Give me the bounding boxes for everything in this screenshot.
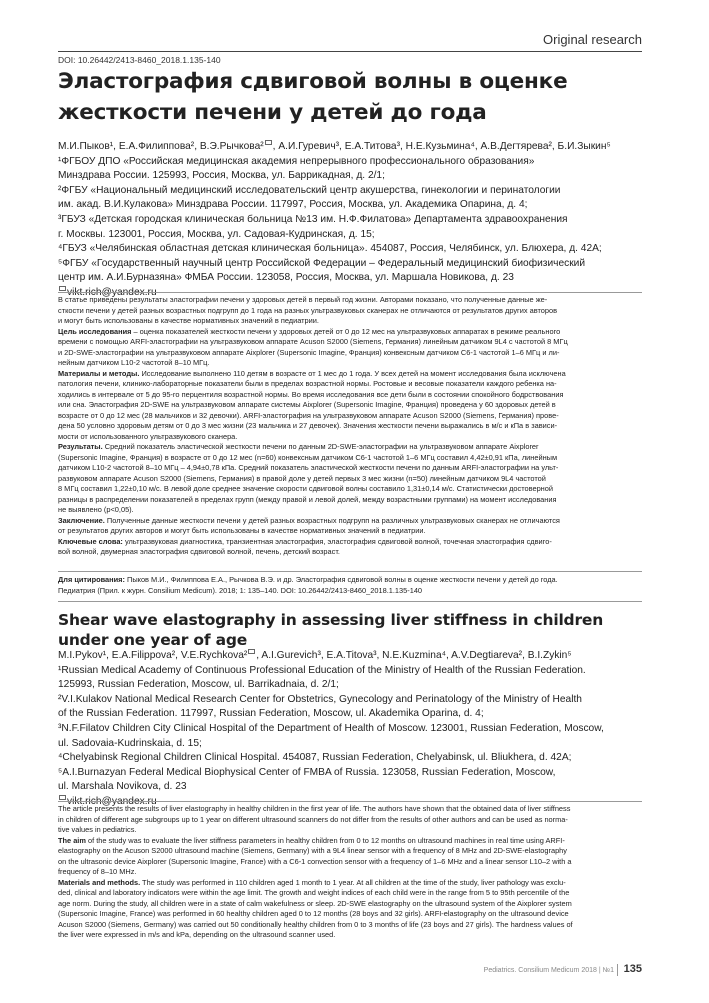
affiliation-line: 125993, Russian Federation, Moscow, ul. Barrikadnaia, d. 2/1;: [58, 679, 339, 691]
aim-label: Цель исследования: [58, 326, 132, 336]
abstract-line: патология печени, клинико-лабораторные показатели были в пределах возрастной нормы. Ростовые и весовые показатели каждого ребенка на-: [58, 379, 557, 388]
affiliation-line: г. Москвы. 123001, Россия, Москва, ул. Садовая-Кудринская, д. 15;: [58, 228, 375, 240]
abstract-line: мости от использованного ультразвукового сканера.: [58, 431, 238, 441]
abstract-line: Acuson S2000 (Siemens, Germany) was carried out 50 conditionally healthy children from 0 to 3 months of life (23 boys and 27 girls). The hardness values of: [58, 919, 573, 929]
footer-separator: [617, 964, 618, 976]
footer-journal: Pediatrics. Consilium Medicum 2018 | №1: [483, 967, 614, 974]
citation-line: Пыков М.И., Филиппова Е.А., Рычкова В.Э. и др. Эластография сдвиговой волны в оценке жесткости печени у детей до года.: [124, 575, 558, 584]
abstract-ru: [58, 295, 642, 558]
citation: [58, 575, 642, 596]
conclusion-paragraph: [58, 516, 642, 527]
abstract-line: разницы в распределении показателей в пределах групп (между правой и левой долей, между возрастными группами) на момент исследования: [58, 494, 557, 504]
envelope-icon: [248, 649, 255, 654]
affiliation-line: ul. Marshala Novikova, d. 23: [58, 781, 187, 793]
abstract-line: В статье приведены результаты эластографии печени у здоровых детей в первый год жизни. Авторами показано, что полученные данные же-: [58, 295, 548, 304]
doi: DOI: 10.26442/2413-8460_2018.1.135-140: [58, 55, 221, 65]
divider: [58, 292, 642, 293]
title-en-line: Shear wave elastography in assessing liver stiffness in children: [58, 611, 604, 629]
affiliation-line: ³ГБУЗ «Детская городская клиническая больница №13 им. Н.Ф.Филатова» Департамента здравоохранения: [58, 213, 568, 225]
affiliation-line: им. акад. В.И.Кулакова» Минздрава России. 117997, Россия, Москва, ул. Академика Опарина, д. 4;: [58, 199, 528, 211]
keywords-label: Ключевые слова:: [58, 536, 123, 546]
abstract-line: ded, clinical and laboratory indicators were within the age limit. The growth and weight indices of each child were in the range from 5 to 95th percentile of the: [58, 888, 570, 897]
abstract-line: дена 50 условно здоровым детям от 0 до 3 мес жизни (23 мальчика и 27 девочек). Значения жесткости печени выражались в м/с и кПа в зависи-: [58, 421, 558, 430]
abstract-line: frequency of 8–10 MHz.: [58, 867, 137, 876]
authors-ru-part1: М.И.Пыков¹, Е.А.Филиппова², В.Э.Рычкова²: [58, 141, 264, 152]
section-label: Original research: [543, 32, 642, 47]
author-list-ru: [58, 140, 658, 155]
title-en-line: under one year of age: [58, 631, 248, 649]
abstract-line: – оценка показателей жесткости печени у здоровых детей от 0 до 12 мес на ультразвуковых аппаратах в режиме реального: [131, 326, 561, 336]
affiliation-line: ⁴Chelyabinsk Regional Children Clinical Hospital. 454087, Russian Federation, Chelyabinsk, ul. Bliukhera, d. 42A;: [58, 752, 572, 764]
citation-label: Для цитирования:: [58, 575, 125, 584]
abstract-line: вой волной, двумерная эластография сдвиговой волной, печень, детский возраст.: [58, 547, 340, 556]
affiliation-line: of the Russian Federation. 117997, Russian Federation, Moscow, ul. Akademika Oparina, d. 4;: [58, 708, 484, 720]
email-link[interactable]: vikt.rich@yandex.ru: [67, 286, 157, 298]
affiliation-line: ²ФГБУ «Национальный медицинский исследовательский центр акушерства, гинекологии и перинатологии: [58, 184, 561, 196]
affiliation-line: ¹ФГБОУ ДПО «Российская медицинская академия непрерывного профессионального образования»: [58, 155, 535, 167]
abstract-line: age norm. During the study, all children were in a state of calm wakefulness or sleep. 2D-SWE elastography on the ultrasound system of the Aixplorer system: [58, 898, 572, 908]
results-label: Результаты.: [58, 442, 103, 451]
abstract-line: Средний показатель эластической жесткости печени по данным 2D-SWE-эластографии на ультразвуковом аппарате Aixplorer: [102, 442, 539, 451]
abstract-line: и 2D-SWE-эластографии на ультразвуковом аппарате Aixplorer (Supersonic Imagine, Франция) конвексным датчиком С6-1 частотой 1–6 МГц и ли-: [58, 347, 560, 357]
abstract-line: датчиком L10-2 частотой 8–10 МГц – 4,94±0,78 кПа. Средний показатель эластической жесткости печени по данным ARFI-эластографии на ульт-: [58, 463, 559, 472]
affiliation-line: ⁵ФГБУ «Государственный научный центр Российской Федерации – Федеральный медицинский биофизический: [58, 257, 586, 269]
abstract-line: нейным датчиком L10-2 частотой 8–10 МГц.: [58, 358, 210, 367]
abstract-line: и могут быть использованы в качестве нормативных значений в педиатрии.: [58, 316, 319, 325]
methods-paragraph: [58, 878, 642, 889]
abstract-line: in children of different age subgroups up to 1 year on different ultrasound scanners do not differ from the results of other authors and can be used as norma-: [58, 814, 568, 824]
abstract-line: сткости печени у детей разных возрастных подгрупп до 1 года на разных ультразвуковых сканерах не отличаются от результатов других авторов: [58, 305, 558, 315]
divider: [58, 571, 642, 572]
author-list-en: [58, 649, 658, 664]
abstract-line: или сна. Эластография 2D-SWE на ультразвуковом аппарате системы Aixplorer (Supersonic Imagine, Франция) проведена у 60 здоровых детей в: [58, 400, 556, 409]
abstract-line: развуковом аппарате Acuson S2000 (Siemens, Германия) в правой доле у детей первых 3 мес жизни (n=50) линейным датчиком 9L4 частотой: [58, 473, 546, 483]
title-en: [58, 610, 648, 650]
aim-paragraph: [58, 836, 642, 847]
affiliation-line: ⁵A.I.Burnazyan Federal Medical Biophysical Center of FMBA of Russia. 123058, Russian Federation, Moscow,: [58, 766, 556, 778]
divider: [58, 601, 642, 602]
abstract-line: the liver were expressed in m/s and kPa, depending on the ultrasound scanner used.: [58, 930, 336, 939]
abstract-line: tive values in pediatrics.: [58, 825, 137, 834]
affiliation-line: ul. Sadovaia-Kudrinskaia, d. 15;: [58, 737, 202, 749]
abstract-line: Исследование выполнено 110 детям в возрасте от 1 мес до 1 года. У всех детей на момент исследования была исключена: [139, 368, 566, 378]
aim-label: The aim: [58, 835, 86, 845]
abstract-line: времени с помощью ARFI-эластографии на ультразвуковом аппарате Acuson S2000 (Siemens, Германия) линейным датчиком 9L4 с частотой 8 МГц: [58, 337, 568, 346]
divider: [58, 801, 642, 802]
authors-ru: [58, 140, 658, 301]
conclusion-label: Заключение.: [58, 515, 105, 525]
results-paragraph: [58, 442, 642, 453]
title-ru-line: жесткости печени у детей до года: [58, 100, 487, 125]
abstract-line: (Supersonic Imagine, Франция) в возрасте от 0 до 12 мес (n=60) конвексным датчиком С6-1 частотой 1–6 МГц составил 4,42±0,91 кПа, линейным: [58, 452, 558, 462]
authors-en-part1: M.I.Pykov¹, E.A.Filippova², V.E.Rychkova²: [58, 650, 248, 661]
citation-paragraph: [58, 575, 642, 586]
title-ru: [58, 66, 648, 128]
affiliation-line: ¹Russian Medical Academy of Continuous Professional Education of the Ministry of Health of the Russian Federation.: [58, 664, 586, 676]
top-rule: [58, 51, 642, 52]
envelope-icon: [265, 140, 272, 145]
methods-paragraph: [58, 369, 642, 380]
abstract-en: [58, 804, 642, 941]
affiliation-line: ⁴ГБУЗ «Челябинская областная детская клиническая больница». 454087, Россия, Челябинск, ул. Блюхера, д. 42А;: [58, 243, 602, 255]
abstract-line: elastography on the Acuson S2000 ultrasound machine (Siemens, Germany) with a 9L4 linear sensor with a frequency of 8 MHz and 2D-SWE-elastography: [58, 846, 567, 855]
envelope-icon: [59, 286, 66, 291]
keywords-paragraph: [58, 537, 642, 548]
envelope-icon: [59, 795, 66, 800]
abstract-line: (Supersonic Imagine, France) was performed in 60 healthy children aged 0 to 12 months (28 boys and 32 girls). ARFI-elastography on the ultrasound device: [58, 909, 569, 918]
abstract-line: не выявлено (p<0,05).: [58, 505, 134, 514]
authors-en: [58, 649, 658, 810]
abstract-line: on the ultrasonic device Aixplorer (Supersonic Imagine, France) with a C6-1 convection sensor with a frequency of 1–6 MHz and a linear sensor L10–2 with a: [58, 856, 572, 866]
methods-label: Materials and methods.: [58, 877, 141, 887]
affiliation-line: ²V.I.Kulakov National Medical Research Center for Obstetrics, Gynecology and Perinatology of the Ministry of Health: [58, 693, 582, 705]
abstract-line: ходились в интервале от 5 до 95-го перцентиля возрастной нормы. Во время исследования все дети были в состоянии спокойного бодрствования: [58, 389, 564, 399]
citation-line: Педиатрия (Прил. к журн. Consilium Medicum). 2018; 1: 135–140. DOI: 10.26442/2413-8460_2018.1.135-140: [58, 585, 423, 595]
abstract-line: of the study was to evaluate the liver stiffness parameters in healthy children from 0 to 12 months on ultrasound machines in real time using ARFI-: [85, 835, 565, 845]
page-number: 135: [623, 963, 642, 975]
email-link[interactable]: vikt.rich@yandex.ru: [67, 795, 157, 807]
affiliation-line: Минздрава России. 125993, Россия, Москва, ул. Баррикадная, д. 2/1;: [58, 170, 385, 182]
abstract-line: от результатов других авторов и могут быть использованы в качестве нормативных значений в педиатрии.: [58, 526, 426, 535]
abstract-line: The study was performed in 110 children aged 1 month to 1 year. At all children at the time of the study, liver pathology was exclu-: [140, 877, 566, 887]
abstract-line: 8 МГц составил 1,22±0,10 м/с. В левой доле среднее значение скорости сдвиговой волны составило 1,31±0,14 м/с. Статистически достоверной: [58, 484, 554, 493]
affiliation-line: центр им. А.И.Бурназяна» ФМБА России. 123058, Россия, Москва, ул. Маршала Новикова, д. 23: [58, 272, 514, 284]
authors-ru-part2: , А.И.Гуревич³, Е.А.Титова³, Н.Е.Кузьмина⁴, А.В.Дегтярева², Б.И.Зыкин⁵: [272, 141, 611, 152]
title-ru-line: Эластография сдвиговой волны в оценке: [58, 69, 568, 94]
abstract-line: ультразвуковая диагностика, транзиентная эластография, эластография сдвиговой волной, точечная эластография сдвиго-: [122, 536, 552, 546]
aim-paragraph: [58, 327, 642, 338]
abstract-line: The article presents the results of liver elastography in healthy children in the first year of life. The authors have shown that the obtained data of liver stiffness: [58, 804, 571, 813]
abstract-line: возрасте от 0 до 12 мес (28 мальчиков и 32 девочки). ARFI-эластография на ультразвуковом аппарате Acuson S2000 (Siemens, Германия) прове-: [58, 410, 559, 420]
abstract-line: Полученные данные жесткости печени у детей разных возрастных подгрупп на различных ультразвуковых сканерах не отличаются: [104, 515, 560, 525]
methods-label: Материалы и методы.: [58, 368, 140, 378]
authors-en-part2: , A.I.Gurevich³, E.A.Titova³, N.E.Kuzmina⁴, A.V.Degtiareva², B.I.Zykin⁵: [256, 650, 572, 661]
affiliation-line: ³N.F.Filatov Children City Clinical Hospital of the Department of Health of Moscow. 123001, Russian Federation, Moscow,: [58, 722, 604, 734]
